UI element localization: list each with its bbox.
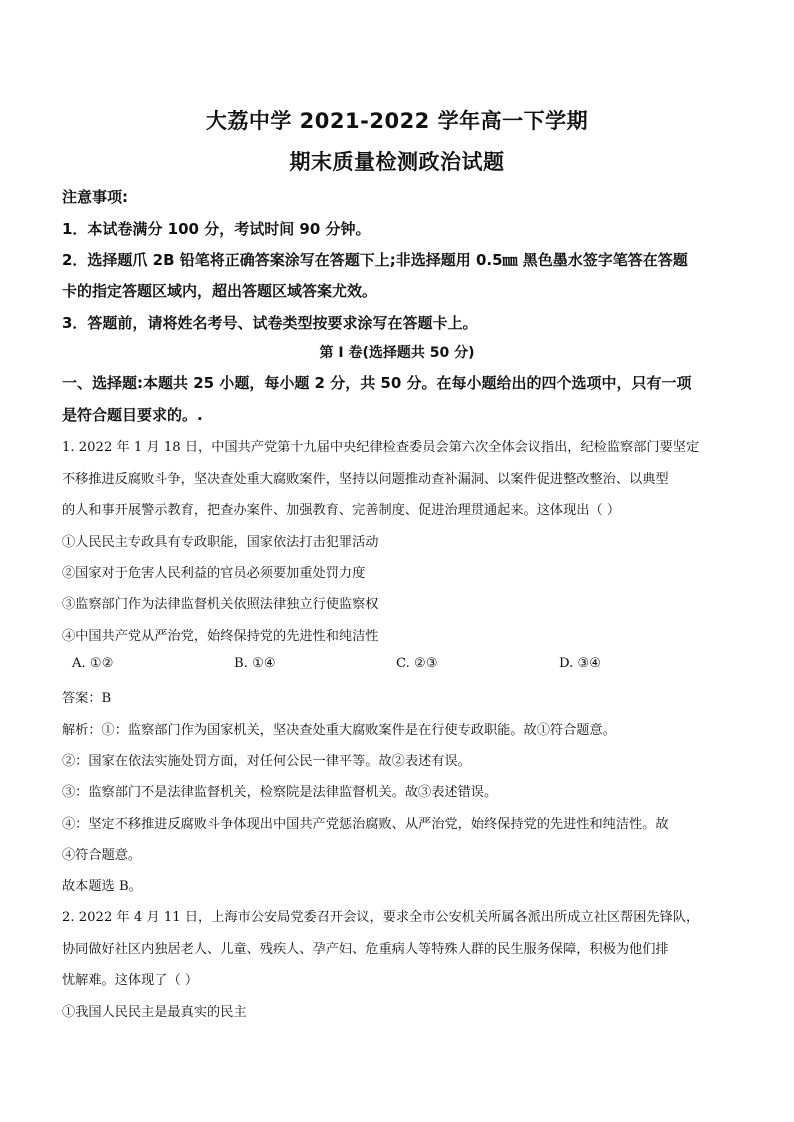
q1-statement-4: ④中国共产党从严治党，始终保持党的先进性和纯洁性 [62, 629, 379, 644]
section-instructions-line2: 是符合题目要求的。. [62, 406, 203, 424]
notice-heading: 注意事项: [62, 188, 128, 206]
q1-analysis-line1: 解析：①：监察部门作为国家机关，坚决查处重大腐败案件是在行使专政职能。故①符合题意。 [62, 723, 616, 738]
section-instructions-line1: 一、选择题:本题共 25 小题，每小题 2 分，共 50 分。在每小题给出的四个选项中，只有一项 [62, 374, 692, 392]
q1-option-a: A. ①② [72, 656, 114, 671]
q2-statement-1: ①我国人民民主是最真实的民主 [62, 1005, 247, 1020]
notice-item-3: 3．答题前，请将姓名考号、试卷类型按要求涂写在答题卡上。 [62, 314, 478, 332]
q1-answer: 答案：B [62, 691, 112, 706]
q1-statement-3: ③监察部门作为法律监督机关依照法律独立行使监察权 [62, 597, 379, 612]
notice-item-2-cont: 卡的指定答题区域内，超出答题区域答案尤效。 [62, 282, 378, 300]
q1-analysis-line4: ④：坚定不移推进反腐败斗争体现出中国共产党惩治腐败、从严治党，始终保持党的先进性和纯洁性。故 [62, 817, 669, 832]
q1-option-d: D. ③④ [559, 656, 602, 671]
document-title-line2: 期末质量检测政治试题 [289, 150, 505, 174]
q1-stem-line1: 1. 2022 年 1 月 18 日，中国共产党第十九届中央纪律检查委员会第六次全体会议指出，纪检监察部门要坚定 [62, 440, 700, 455]
notice-item-1: 1．本试卷满分 100 分，考试时间 90 分钟。 [62, 220, 371, 238]
q1-analysis-line3: ③：监察部门不是法律监督机关，检察院是法律监督机关。故③表述错误。 [62, 785, 498, 800]
notice-item-2: 2．选择题爪 2B 铅笔将正确答案涂写在答题下上;非选择题用 0.5㎜ 黑色墨水签字笔答在答题 [62, 251, 688, 269]
q2-stem-line1: 2. 2022 年 4 月 11 日，上海市公安局党委召开会议，要求全市公安机关所属各派出所成立社区帮困先锋队， [62, 910, 700, 925]
q1-stem-line3: 的人和事开展警示教育，把查办案件、加强教育、完善制度、促进治理贯通起来。这体现出（ ） [62, 503, 621, 518]
section-heading: 第 I 卷(选择题共 50 分) [319, 345, 475, 361]
q1-analysis-line6: 故本题选 B。 [62, 879, 142, 894]
q2-stem-line2: 协同做好社区内独居老人、儿童、残疾人、孕产妇、危重病人等特殊人群的民生服务保障，积极为他们排 [62, 942, 669, 957]
q1-analysis-line2: ②：国家在依法实施处罚方面，对任何公民一律平等。故②表述有误。 [62, 754, 471, 769]
q1-option-b: B. ①④ [234, 656, 276, 671]
q1-statement-2: ②国家对于危害人民利益的官员必须要加重处罚力度 [62, 566, 366, 581]
q1-statement-1: ①人民民主专政具有专政职能，国家依法打击犯罪活动 [62, 535, 379, 550]
q2-stem-line3: 忧解难。这体现了（ ） [62, 973, 199, 988]
q1-stem-line2: 不移推进反腐败斗争，坚决查处重大腐败案件，坚持以问题推动查补漏洞、以案件促进整改整治、以典型 [62, 472, 669, 487]
q1-analysis-line5: ④符合题意。 [62, 848, 142, 863]
document-title-line1: 大荔中学 2021-2022 学年高一下学期 [205, 109, 589, 133]
q1-option-c: C. ②③ [396, 656, 438, 671]
